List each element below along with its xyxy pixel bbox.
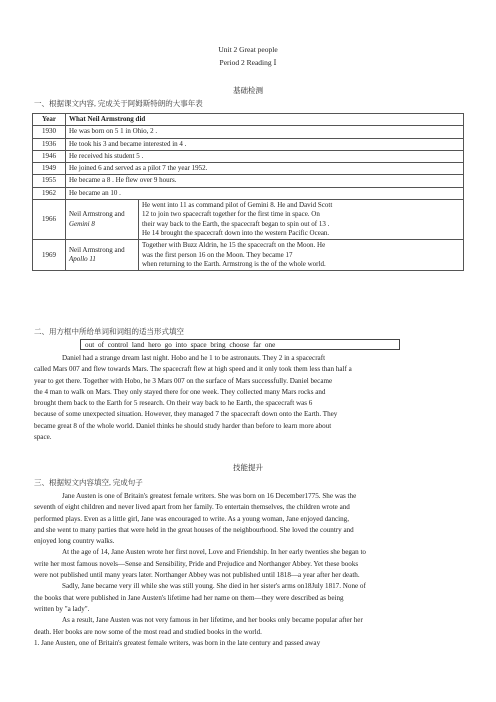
event-line: He went into 11 as command pilot of Gemini 8. He and David Scott <box>142 201 333 210</box>
passage-line: were not published until many years later. Northanger Abbey was not published until 1818—a year after her death. <box>34 571 360 580</box>
passage-line: written by "a lady". <box>34 604 90 613</box>
table-row <box>33 175 464 187</box>
event-line: when returning to the Earth. Armstrong is the of the whole world. <box>142 259 326 268</box>
passage-line: the books that were published in Jane Austen's lifetime had her name on them—they were described as being <box>34 593 344 602</box>
section-heading-basic: 基础检测 <box>233 86 263 95</box>
table-row-1969 <box>33 240 464 271</box>
event-line: Together with Buzz Aldrin, he 15 the spacecraft on the Moon. He <box>142 241 326 250</box>
passage-line: year to get there. Together with Hobo, he 3 Mars 007 on the surface of Mars successfully. Daniel became <box>34 376 333 385</box>
event-cell: He became an 10 . <box>66 187 464 199</box>
table-row <box>33 150 464 162</box>
worksheet-title: Unit 2 Great people <box>218 45 278 54</box>
passage-line: became great 8 of the whole world. Daniel thinks he should study harder than before to learn more about <box>34 421 332 430</box>
passage-line: Jane Austen is one of Britain's greatest female writers. She was born on 16 December1775. She was the <box>62 492 357 500</box>
event-cell: He joined 6 and served as a pilot 7 the year 1952. <box>66 163 464 175</box>
part2-passage <box>34 353 463 443</box>
event-line: was the first person 16 on the Moon. They became 17 <box>142 250 293 259</box>
year-cell: 1962 <box>33 187 66 199</box>
event-line: 12 to join two spacecraft together for the first time in space. On <box>142 210 320 219</box>
passage-line: brought them back to the Earth for 5 research. On their way back to he Earth, the spacecraft was 6 <box>34 399 313 408</box>
year-cell: 1966 <box>33 200 66 240</box>
event-cell: He received his student 5 . <box>66 150 464 162</box>
passage-line: At the age of 14, Jane Austen wrote her first novel, Love and Friendship. In her early twenties she began to <box>62 548 366 557</box>
year-cell: 1930 <box>33 126 66 138</box>
table-row <box>33 163 464 175</box>
armstrong-timeline-table <box>32 113 464 271</box>
passage-line: because of some unexpected situation. However, they managed 7 the spacecraft down onto the Earth. They <box>34 410 338 419</box>
passage-line: called Mars 007 and flew towards Mars. The spacecraft flew at high speed and it only took them less than half a <box>34 365 352 374</box>
header-what: What Neil Armstrong did <box>66 114 464 126</box>
year-cell: 1946 <box>33 150 66 162</box>
event-cell: He took his 3 and became interested in 4 . <box>66 138 464 150</box>
table-row <box>33 126 464 138</box>
craft-name: Apollo 11 <box>69 255 96 264</box>
section-heading-skill: 技能提升 <box>233 463 263 472</box>
table-row <box>33 138 464 150</box>
passage-line: Sadly, Jane became very ill while she was still young. She died in her sister's arms on18July 1817. None of <box>62 582 366 591</box>
year-cell: 1955 <box>33 175 66 187</box>
passage-line: performed plays. Even as a little girl, Jane was encouraged to write. As a young woman, Jane enjoyed dancing, <box>34 514 349 523</box>
event-cell: He was born on 5 1 in Ohio, 2 . <box>66 126 464 138</box>
passage-line: As a result, Jane Austen was not very famous in her lifetime, and her books only became popular after her <box>62 616 363 625</box>
who-names: Neil Armstrong and <box>69 245 125 254</box>
part1-instruction: 一、根据课文内容, 完成关于阿姆斯特朗的大事年表 <box>34 99 203 108</box>
passage-line: death. Her books are now some of the most read and studied books in the world. <box>34 627 262 636</box>
question-1: 1. Jane Austen, one of Britain's greatest female writers, was born in the late century and passed away <box>34 638 321 647</box>
passage-line: write her most famous novels—Sense and Sensibility, Pride and Prejudice and Northanger Abbey. Yet these books <box>34 559 359 568</box>
part2-instruction: 二、用方框中所给单词和词组的适当形式填空 <box>34 327 184 336</box>
year-cell: 1936 <box>33 138 66 150</box>
who-names: Neil Armstrong and <box>69 210 125 219</box>
passage-line: space. <box>34 433 52 442</box>
passage-line: and she went to many parties that were held in the great houses of the neighbourhood. She loved the country and <box>34 525 354 534</box>
header-year: Year <box>33 114 66 126</box>
passage-line: the 4 man to walk on Mars. They only stayed there for one week. They collected many Mars rocks and <box>34 387 326 396</box>
passage-line: enjoyed long country walks. <box>34 537 115 546</box>
passage-line: Daniel had a strange dream last night. Hobo and he 1 to be astronauts. They 2 in a spacecraft <box>62 354 326 362</box>
worksheet-subtitle: Period 2 Reading Ⅰ <box>219 58 277 67</box>
part3-passage <box>34 491 463 649</box>
who-cell <box>66 200 139 240</box>
event-line: their way back to the Earth, the spacecraft began to spin out of 13 . <box>142 219 330 228</box>
craft-name: Gemini 8 <box>69 219 95 228</box>
year-cell: 1969 <box>33 240 66 271</box>
event-cell <box>139 200 464 240</box>
event-cell: He became a 8 . He flew over 9 hours. <box>66 175 464 187</box>
table-header-row <box>33 114 464 126</box>
event-line: He 14 brought the spacecraft down into the western Pacific Ocean. <box>142 228 330 237</box>
year-cell: 1949 <box>33 163 66 175</box>
passage-line: seventh of eight children and never lived apart from her family. To entertain themselves, the children wrote and <box>34 503 350 512</box>
part3-instruction: 三、根据短文内容填空, 完成句子 <box>34 478 143 487</box>
table-row-1966 <box>33 200 464 240</box>
event-cell <box>139 240 464 271</box>
word-bank-box: out of control land hero go into space bring choose far one <box>80 339 400 350</box>
table-row <box>33 187 464 199</box>
who-cell <box>66 240 139 271</box>
